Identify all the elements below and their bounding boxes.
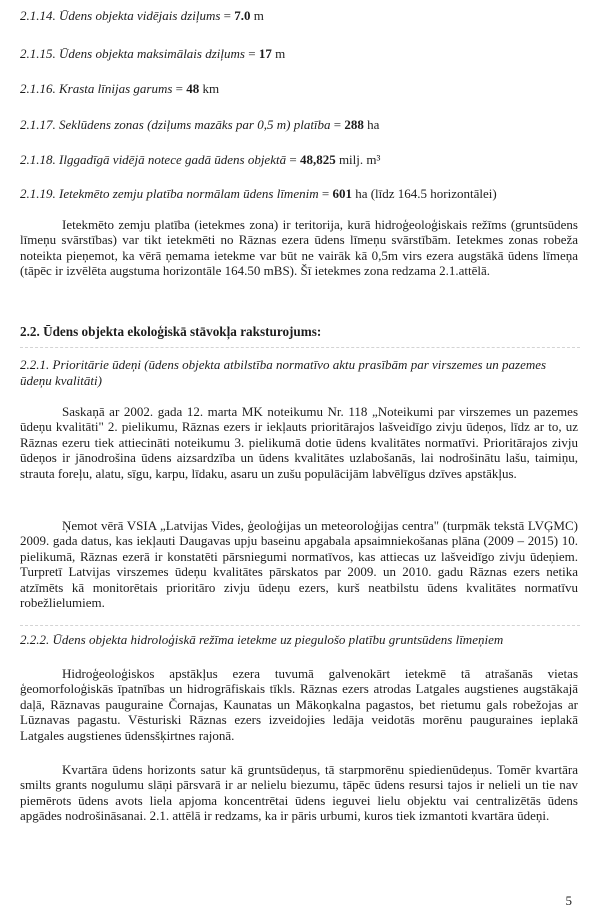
divider: [20, 347, 580, 348]
section-heading-2-2: 2.2. Ūdens objekta ekoloģiskā stāvokļa raksturojums:: [20, 324, 322, 339]
param-2-1-18: 2.1.18. Ilggadīgā vidējā notece gadā ūdens objektā = 48,825 milj. m³: [20, 152, 381, 167]
page-number: 5: [565, 893, 572, 908]
param-2-1-17: 2.1.17. Seklūdens zonas (dziļums mazāks par 0,5 m) platība = 288 ha: [20, 117, 380, 132]
paragraph-priority-waters: Saskaņā ar 2002. gada 12. marta MK noteikumu Nr. 118 „Noteikumi par virszemes un pazemes ūdeņu kvalitāti" 2. pielikumu, Rāznas ezers ir iekļauts prioritārajos lašveidīgo zivju ūdeņos, līdz ar to, uz Rāznas ezeru tiek attiecināti noteikumu 3. pielikumā dotie ūdens kvalitātes normatīvi. Prioritārajos zivju ūdeņos ir jānodrošina ūdens aizsardzība un ūdens kvalitātes uzlabošanās, lai nodrošinātu lašu, taimiņu, strauta foreļu, alatu, sīgu, karpu, līdaku, asaru un zušu populācijām labvēlīgus dzīves apstākļus.: [20, 404, 578, 481]
param-2-1-14: 2.1.14. Ūdens objekta vidējais dziļums = 7.0 m: [20, 8, 264, 23]
param-2-1-15: 2.1.15. Ūdens objekta maksimālais dziļums = 17 m: [20, 46, 286, 61]
paragraph-hydrogeology: Hidroģeoloģiskos apstākļus ezera tuvumā galvenokārt ietekmē tā atrašanās vietas ģeomorfoloģiskās īpatnības un hidrogrāfiskais tīkls. Rāznas ezers atrodas Latgales augstienes augstākajā daļā, Rāznavas pauguraine Čornajas, Kaunatas un Mākoņkalna pagastos, bet rietumu gals robežojas ar Lūznavas pagastu. Vēsturiski Rāznas ezers izveidojies ledāja veidotās morēnu pauguraines ieplakā Latgales augstienes ūdensšķirtnes rajonā.: [20, 666, 578, 743]
divider: [20, 625, 580, 626]
paragraph-lvgmc-data: Ņemot vērā VSIA „Latvijas Vides, ģeoloģijas un meteoroloģijas centra" (turpmāk tekstā LVĢMC) 2009. gada datus, kas iekļauti Daugavas upju baseinu apgabala apsaimniekošanas plāna (2009 – 2015) 10. pielikumā, Rāznas ezerā ir konstatēti pārsniegumi normatīvos, kas attiecas uz lašveidīgo zivju ūdeņiem. Turpretī Latvijas virszemes ūdeņu kvalitātes pārskatos par 2009. un 2010. gadu Rāznas ezers netika atzīmēts kā monitorētais prioritāro zivju ūdeņu ezers, kurš neatbilstu ūdens kvalitātes normatīvu robežlielumiem.: [20, 518, 578, 611]
param-2-1-19: 2.1.19. Ietekmēto zemju platība normālam ūdens līmenim = 601 ha (līdz 164.5 horizontālei): [20, 186, 497, 201]
subsection-heading-2-2-2: 2.2.2. Ūdens objekta hidroloģiskā režīma ietekme uz piegulošo platību gruntsūdens līmeņiem: [20, 632, 504, 647]
param-2-1-16: 2.1.16. Krasta līnijas garums = 48 km: [20, 81, 220, 96]
paragraph-quaternary-aquifer: Kvartāra ūdens horizonts satur kā gruntsūdeņus, tā starpmorēnu spiedienūdeņus. Tomēr kvartāra smilts grants nogulumu slāņi pārsvarā ir ar nelielu biezumu, tāpēc ūdens resursi tajos ir nelieli un tie nav piemērots ūdens avots liela apjoma koncentrētai ūdens ieguvei lielu objektu vai centralizētās ūdens apgādes nodrošināsanai. 2.1. attēlā ir redzams, ka ir pāris urbumi, kuros tiek izmantoti kvartāra ūdeņi.: [20, 762, 578, 824]
paragraph-impact-zone: Ietekmēto zemju platība (ietekmes zona) ir teritorija, kurā hidroģeoloģiskais režīms (gruntsūdens līmeņu svārstības) var tikt ietekmēti no Rāznas ezera ūdens līmeņu svārstībām. Ietekmes zonas robeža noteikta pieņemot, ka vērā ņemama ietekme var būt ne vairāk kā 0,5m virs ezera augstākā ūdens līmeņa (tāpēc ir izvēlēta augstuma horizontāle 164.50 mBS). Šī ietekmes zona redzama 2.1.attēlā.: [20, 217, 578, 279]
subsection-heading-2-2-1: 2.2.1. Prioritārie ūdeņi (ūdens objekta atbilstība normatīvo aktu prasībām par virszemes un pazemes ūdeņu kvalitāti): [20, 357, 547, 388]
